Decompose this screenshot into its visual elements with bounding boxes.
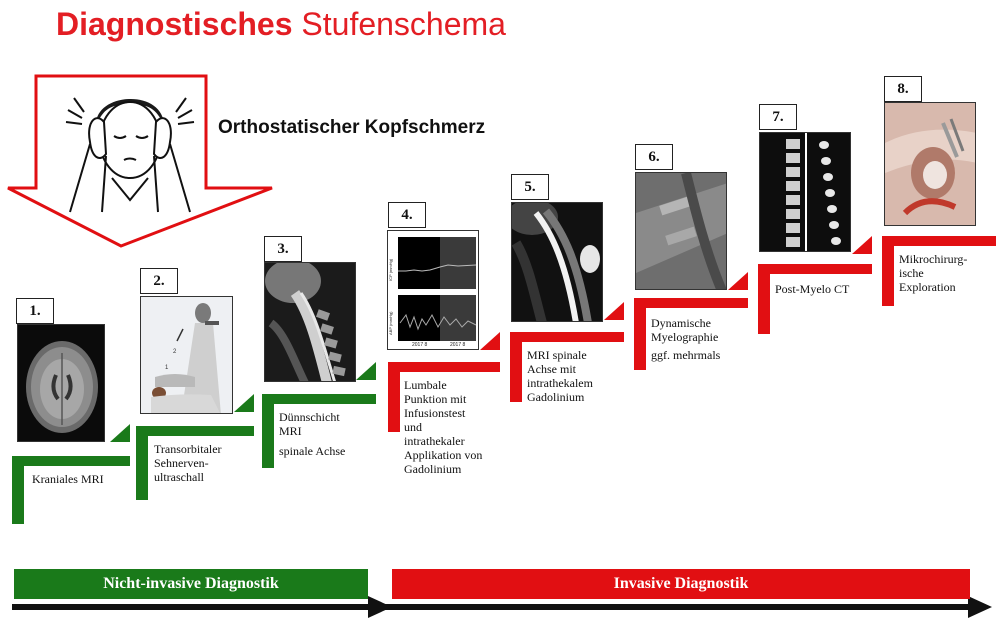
chart-top-axis-label: ICP (mmHg) [388, 258, 393, 281]
timeline-arrow-shaft [12, 604, 972, 610]
surgery-image-icon [885, 103, 976, 226]
step-6-number: 6. [635, 144, 673, 170]
step-6-image [635, 172, 727, 290]
chart-tick-left: 2017 8 [412, 342, 428, 348]
step-4-label-line: Infusionstest [404, 406, 466, 420]
step-7-triangle [852, 236, 872, 254]
step-2-triangle [234, 394, 254, 412]
pressure-chart-image-icon [388, 231, 479, 350]
step-7-number: 7. [759, 104, 797, 130]
step-6-triangle [728, 272, 748, 290]
title-bold: Diagnostisches [56, 6, 293, 42]
step-4-label-line: Gadolinium [404, 462, 462, 476]
step-2-number: 2. [140, 268, 178, 294]
step-4-label [404, 378, 482, 476]
step-8-label-line: Mikrochirurg- [899, 252, 968, 266]
step-3-label-line: spinale Achse [279, 444, 346, 458]
chart-tick-right: 2017 8 [450, 342, 466, 348]
step-2-label-line: Transorbitaler [154, 442, 222, 456]
step-4-label-line: Applikation von [404, 448, 483, 462]
step-5-image [511, 202, 603, 322]
spine-mri-image-icon [265, 263, 356, 382]
step-4-triangle [480, 332, 500, 350]
step-5-label-line: intrathekalem [527, 376, 593, 390]
step-3-label-line: MRI [279, 424, 302, 438]
step-7-label-line: Post-Myelo CT [775, 282, 850, 296]
brain-mri-image-icon [18, 325, 105, 442]
step-3-triangle [356, 362, 376, 380]
step-6-label [651, 316, 720, 362]
step-8-number: 8. [884, 76, 922, 102]
step-5-label-line: MRI spinale [527, 348, 587, 362]
subtitle: Orthostatischer Kopfschmerz [218, 117, 486, 138]
timeline-arrow-mid-head [368, 596, 392, 618]
step-4-label-line: Lumbale [404, 378, 447, 392]
step-6-label-line: Dynamische [651, 316, 711, 330]
step-6-label-line: Myelographie [651, 330, 719, 344]
step-3-image [264, 262, 356, 382]
step-7-bracket [758, 264, 872, 334]
step-3-label-line: Dünnschicht [279, 410, 340, 424]
ct-image-icon [760, 133, 851, 252]
step-6-label-line: ggf. mehrmals [651, 348, 721, 362]
step-5-label-line: Gadolinium [527, 390, 585, 404]
spine-gadolinium-image-icon [512, 203, 603, 322]
step-1-bracket [12, 456, 130, 524]
step-2-label-line: ultraschall [154, 470, 204, 484]
ultrasound-illustration-icon [141, 297, 233, 414]
step-2-label [154, 442, 222, 484]
step-1-number: 1. [16, 298, 54, 324]
step-8-label-line: Exploration [899, 280, 956, 294]
step-1-label-line: Kraniales MRI [32, 472, 104, 486]
step-7-label [775, 282, 849, 296]
chart-bottom-axis-label: ABP (mmHg) [388, 311, 393, 335]
step-7-image [759, 132, 851, 252]
step-5-label [527, 348, 593, 404]
step-3-number: 3. [264, 236, 302, 262]
svg-text:2: 2 [173, 349, 177, 355]
invasive-phase-label: Invasive Diagnostik [613, 575, 749, 592]
step-1-image [17, 324, 105, 442]
step-8-image [884, 102, 976, 226]
step-4-label-line: Punktion mit [404, 392, 467, 406]
invasive-phase-bar [392, 569, 970, 599]
step-1-triangle [110, 424, 130, 442]
non-invasive-phase-label: Nicht-invasive Diagnostik [103, 575, 279, 592]
step-2-label-line: Sehnerven- [154, 456, 209, 470]
step-5-label-line: Achse mit [527, 362, 576, 376]
svg-text:1: 1 [165, 365, 169, 371]
non-invasive-phase-bar [14, 569, 368, 599]
step-4-label-line: und [404, 420, 422, 434]
step-4-label-line: intrathekaler [404, 434, 465, 448]
title-light: Stufenschema [301, 6, 506, 42]
step-8-label [899, 252, 967, 294]
step-4-number: 4. [388, 202, 426, 228]
step-5-triangle [604, 302, 624, 320]
step-8-label-line: ische [899, 266, 924, 280]
step-2-image [140, 296, 233, 414]
myelography-image-icon [636, 173, 727, 290]
step-4-image [387, 230, 479, 350]
timeline-arrow-head [968, 596, 992, 618]
step-5-number: 5. [511, 174, 549, 200]
step-3-label [279, 410, 345, 458]
step-1-label [32, 472, 104, 486]
